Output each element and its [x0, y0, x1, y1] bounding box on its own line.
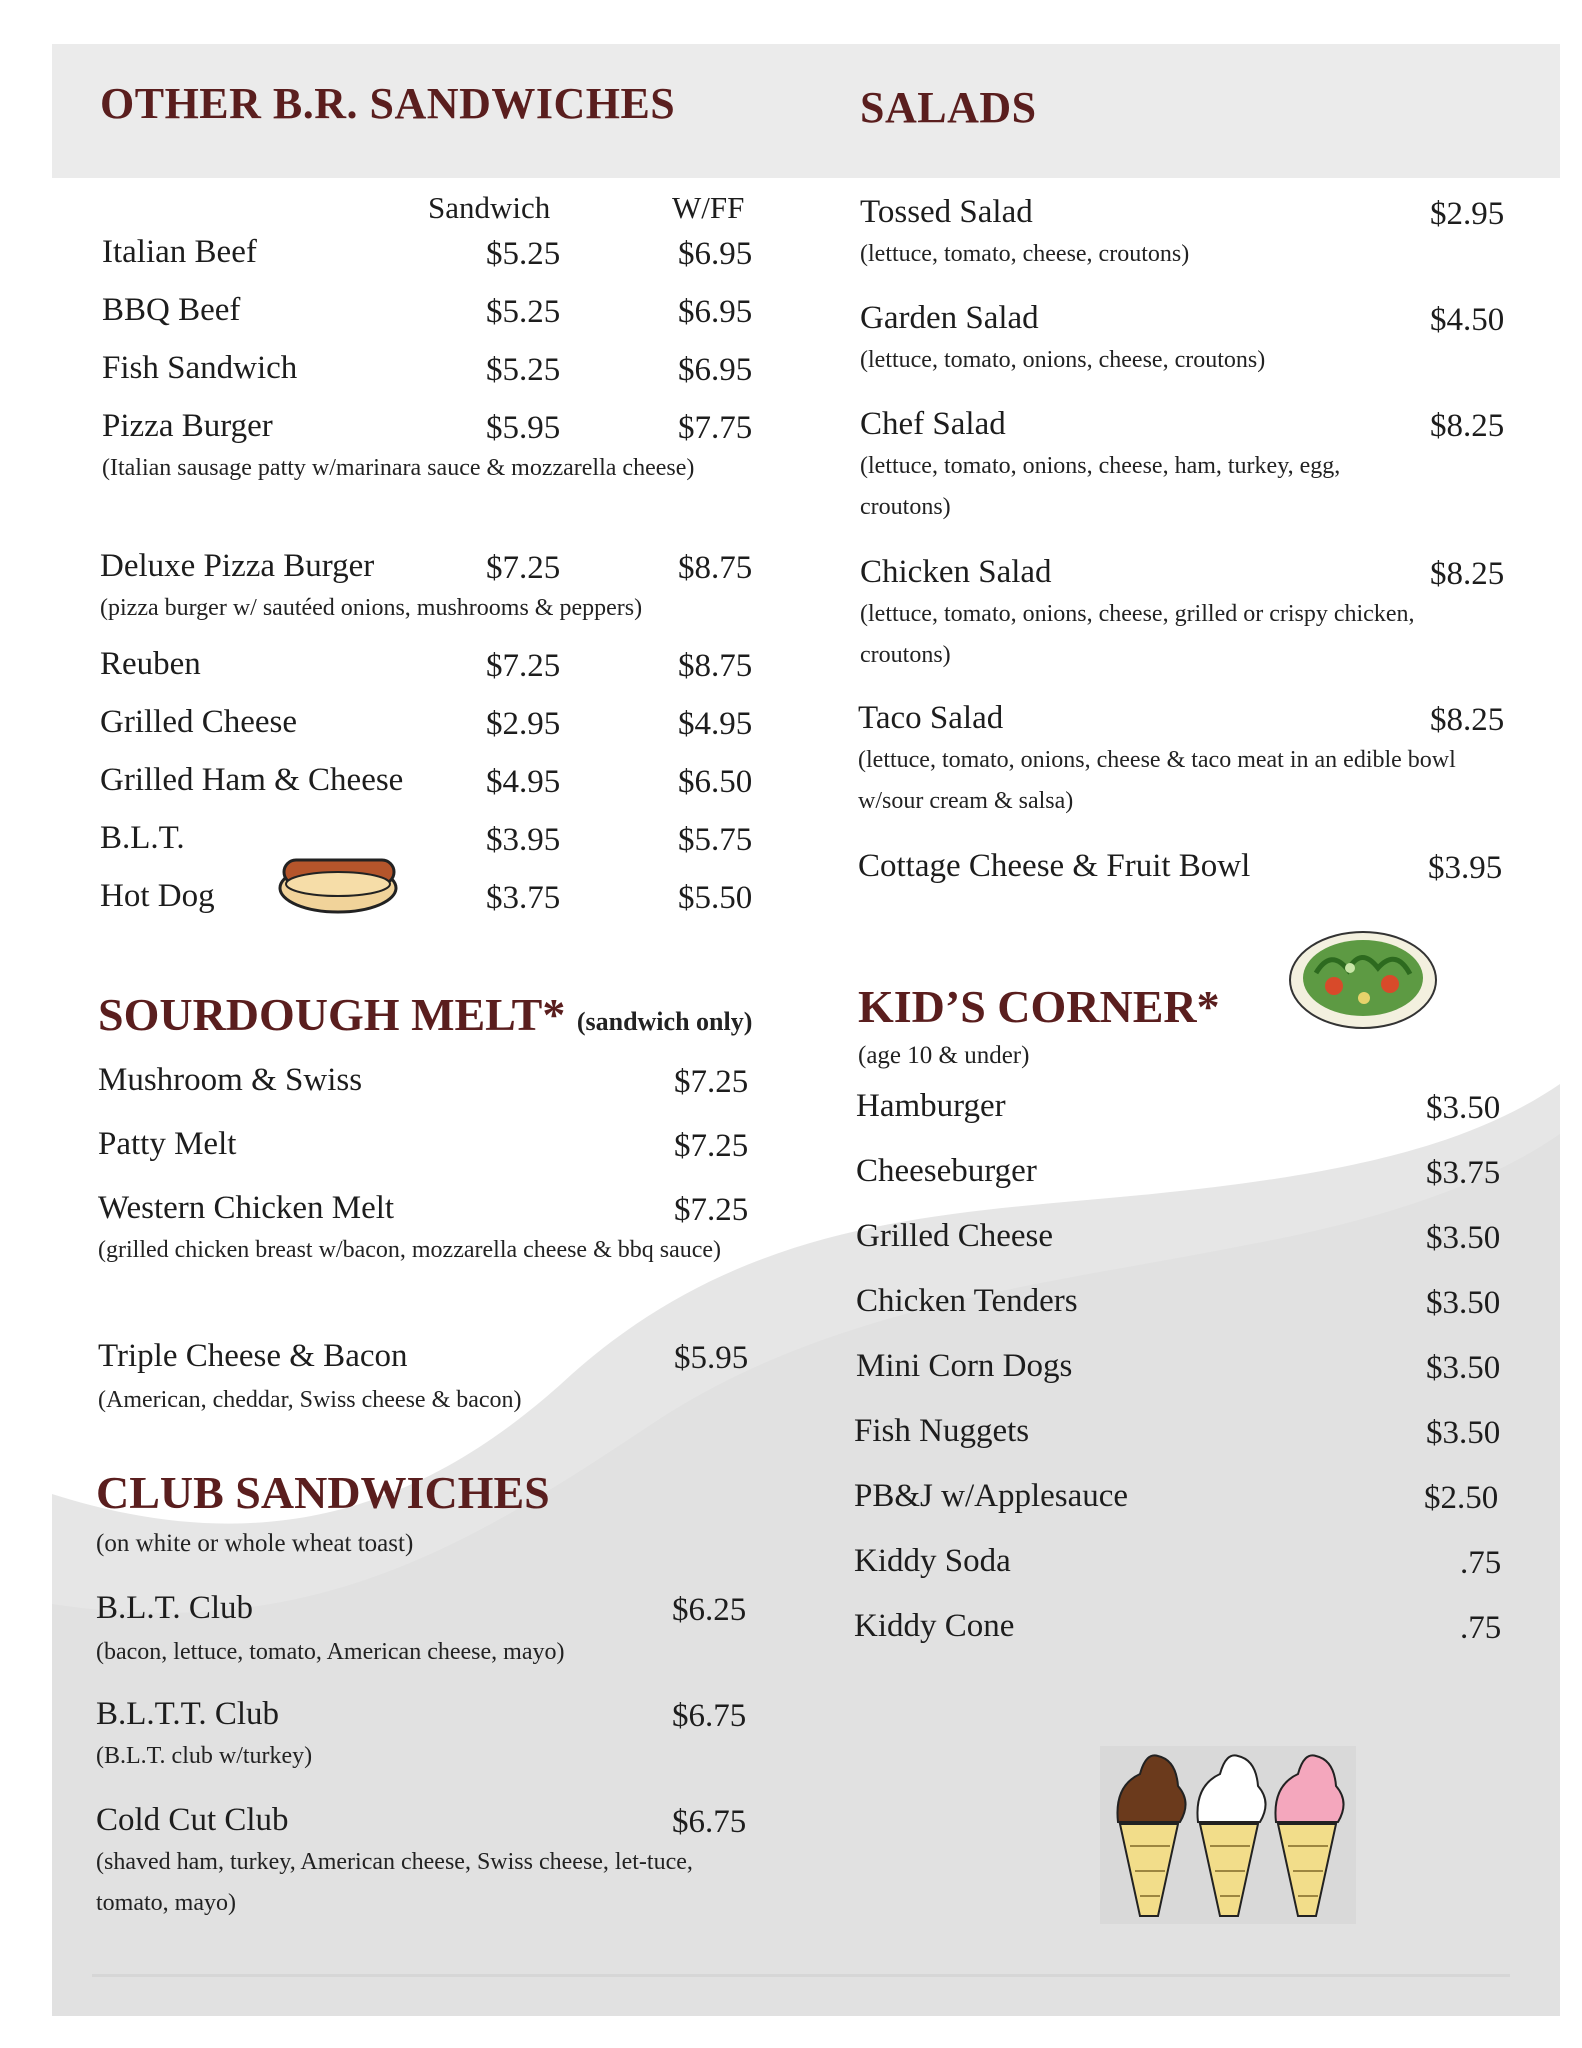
sandwich-price: $5.25 — [486, 294, 561, 330]
kids-note: (age 10 & under) — [858, 1042, 1030, 1069]
item-price: $5.95 — [674, 1340, 749, 1376]
item-description: (American, cheddar, Swiss cheese & bacon) — [98, 1387, 522, 1413]
sourdough-melt-heading — [98, 988, 752, 1041]
item-price: $7.25 — [674, 1192, 749, 1228]
item-description: (lettuce, tomato, cheese, croutons) — [860, 241, 1190, 267]
item-name: Hamburger — [856, 1088, 1006, 1124]
sandwich-price: $7.25 — [486, 550, 561, 586]
item-name: Fish Nuggets — [854, 1413, 1030, 1449]
item-price: $3.50 — [1426, 1350, 1501, 1386]
item-price: $7.25 — [674, 1064, 749, 1100]
wff-price: $6.50 — [678, 764, 753, 800]
item-name: Cheeseburger — [856, 1153, 1037, 1189]
item-price: $2.50 — [1424, 1480, 1499, 1516]
sandwich-price: $4.95 — [486, 764, 561, 800]
wff-price: $7.75 — [678, 410, 753, 446]
sandwich-price: $2.95 — [486, 706, 561, 742]
item-name: Reuben — [100, 646, 201, 682]
wff-price: $5.50 — [678, 880, 753, 916]
sandwich-price: $7.25 — [486, 648, 561, 684]
item-description: (shaved ham, turkey, American cheese, Swiss cheese, let-tuce, tomato, mayo) — [96, 1849, 693, 1916]
wff-price: $8.75 — [678, 648, 753, 684]
item-name: B.L.T. — [100, 820, 185, 856]
item-price: $8.25 — [1430, 702, 1505, 738]
item-name: Chicken Tenders — [856, 1283, 1078, 1319]
item-name: Grilled Ham & Cheese — [100, 762, 404, 798]
kids-corner-heading: KID’S CORNER* — [858, 981, 1220, 1032]
item-name: Kiddy Cone — [854, 1608, 1015, 1644]
item-price: .75 — [1460, 1545, 1502, 1581]
sourdough-title: SOURDOUGH MELT* — [98, 989, 566, 1040]
col-wff-header: W/FF — [672, 190, 745, 225]
item-name: Mini Corn Dogs — [856, 1348, 1073, 1384]
sandwich-price: $5.25 — [486, 352, 561, 388]
item-price: $6.75 — [672, 1698, 747, 1734]
item-name: Tossed Salad — [860, 194, 1033, 230]
wff-price: $4.95 — [678, 706, 753, 742]
item-name: Taco Salad — [858, 700, 1004, 736]
item-price: $3.50 — [1426, 1285, 1501, 1321]
item-price: $8.25 — [1430, 408, 1505, 444]
item-price: $4.50 — [1430, 302, 1505, 338]
item-name: Chef Salad — [860, 406, 1006, 442]
item-name: Deluxe Pizza Burger — [100, 548, 375, 584]
salad-bowl-icon — [1286, 928, 1440, 1032]
item-description: (pizza burger w/ sautéed onions, mushrooms & peppers) — [100, 595, 643, 621]
item-description: (lettuce, tomato, onions, cheese, ham, turkey, egg, croutons) — [860, 453, 1341, 520]
sandwich-price: $3.75 — [486, 880, 561, 916]
item-name: Grilled Cheese — [856, 1218, 1054, 1254]
item-name: PB&J w/Applesauce — [854, 1478, 1129, 1514]
col-sandwich-header: Sandwich — [428, 190, 551, 225]
item-price: $3.50 — [1426, 1415, 1501, 1451]
item-name: Garden Salad — [860, 300, 1039, 336]
item-price: $6.75 — [672, 1804, 747, 1840]
item-name: Triple Cheese & Bacon — [98, 1338, 408, 1374]
item-name: Chicken Salad — [860, 554, 1052, 590]
item-name: Mushroom & Swiss — [98, 1062, 363, 1098]
item-price: $6.25 — [672, 1592, 747, 1628]
item-description: (B.L.T. club w/turkey) — [96, 1743, 313, 1769]
item-price: $2.95 — [1430, 196, 1505, 232]
club-note: (on white or whole wheat toast) — [96, 1530, 414, 1557]
item-description: (lettuce, tomato, onions, cheese & taco meat in an edible bowl w/sour cream & salsa) — [858, 747, 1456, 814]
sandwich-price: $5.95 — [486, 410, 561, 446]
item-name: BBQ Beef — [102, 292, 241, 328]
other-br-sandwiches-heading: OTHER B.R. SANDWICHES — [100, 79, 676, 128]
item-name: B.L.T.T. Club — [96, 1696, 280, 1732]
salads-heading: SALADS — [860, 83, 1037, 132]
item-name: Italian Beef — [102, 234, 257, 270]
wff-price: $6.95 — [678, 352, 753, 388]
club-sandwiches-heading: CLUB SANDWICHES — [96, 1467, 550, 1518]
sandwich-price: $5.25 — [486, 236, 561, 272]
item-name: Grilled Cheese — [100, 704, 298, 740]
item-description: (grilled chicken breast w/bacon, mozzarella cheese & bbq sauce) — [98, 1237, 722, 1263]
item-name: Cottage Cheese & Fruit Bowl — [858, 848, 1251, 884]
item-description: (Italian sausage patty w/marinara sauce & mozzarella cheese) — [102, 455, 695, 481]
wff-price: $6.95 — [678, 236, 753, 272]
wff-price: $5.75 — [678, 822, 753, 858]
item-price: $3.50 — [1426, 1090, 1501, 1126]
item-price: .75 — [1460, 1610, 1502, 1646]
item-name: Kiddy Soda — [854, 1543, 1011, 1579]
item-price: $7.25 — [674, 1128, 749, 1164]
bottom-rule — [92, 1974, 1510, 1977]
item-description: (bacon, lettuce, tomato, American cheese, mayo) — [96, 1639, 565, 1665]
item-name: Pizza Burger — [102, 408, 273, 444]
wff-price: $6.95 — [678, 294, 753, 330]
item-name: B.L.T. Club — [96, 1590, 254, 1626]
item-name: Western Chicken Melt — [98, 1190, 395, 1226]
sandwich-price: $3.95 — [486, 822, 561, 858]
item-description: (lettuce, tomato, onions, cheese, croutons) — [860, 347, 1266, 373]
item-name: Cold Cut Club — [96, 1802, 289, 1838]
wff-price: $8.75 — [678, 550, 753, 586]
ice-cream-cones-icon — [1100, 1746, 1356, 1924]
item-price: $3.50 — [1426, 1220, 1501, 1256]
sourdough-note: (sandwich only) — [576, 1007, 753, 1036]
item-name: Patty Melt — [98, 1126, 237, 1162]
item-price: $8.25 — [1430, 556, 1505, 592]
item-price: $3.75 — [1426, 1155, 1501, 1191]
item-name: Fish Sandwich — [102, 350, 298, 386]
item-description: (lettuce, tomato, onions, cheese, grilled or crispy chicken, croutons) — [860, 601, 1415, 668]
item-price: $3.95 — [1428, 850, 1503, 886]
menu-page — [52, 44, 1560, 2016]
hot-dog-icon — [274, 838, 402, 916]
item-name: Hot Dog — [100, 878, 215, 914]
